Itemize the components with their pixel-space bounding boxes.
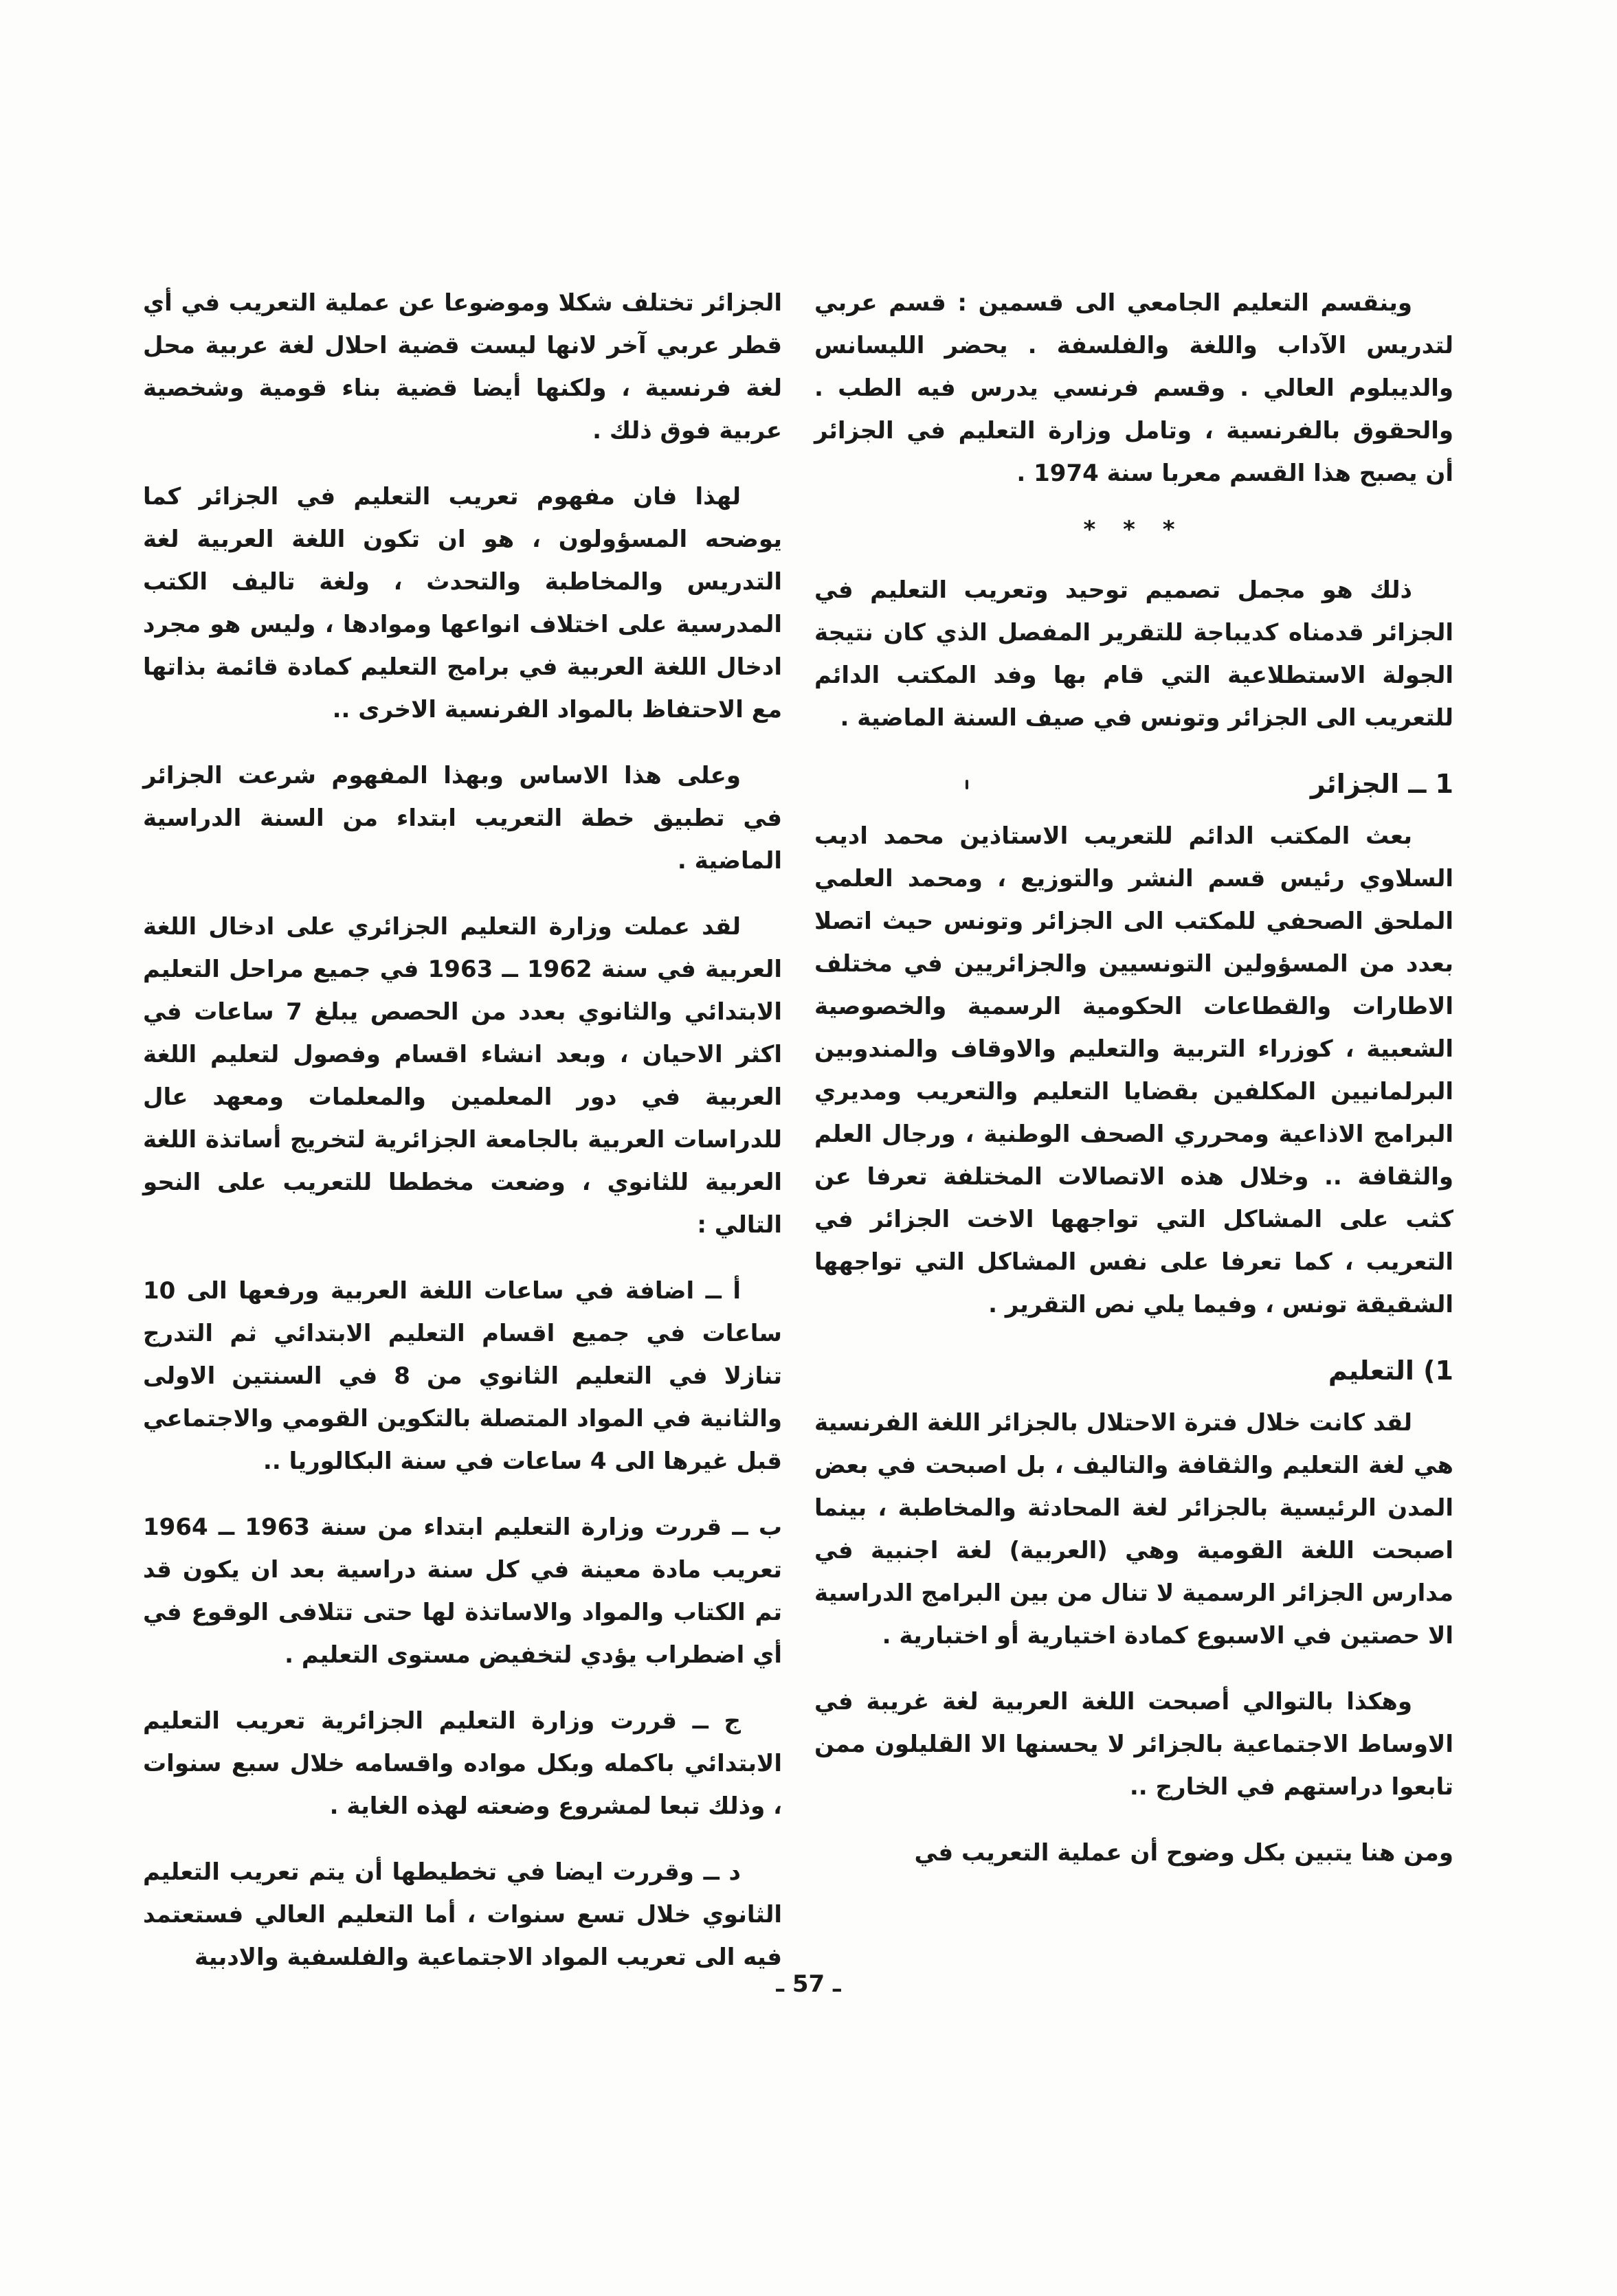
summary-paragraph: ذلك هو مجمل تصميم توحيد وتعريب التعليم في الجزائر قدمناه كديباجة للتقرير المفصل الذي كان نتيجة الجولة الاستطلاعية التي قام بها وفد المكتب الدائم للتعريب الى الجزائر وتونس في صيف السنة الماضية . bbox=[814, 576, 1453, 732]
intro-paragraph: وينقسم التعليم الجامعي الى قسمين : قسم عربي لتدريس الآداب واللغة والفلسفة . يحضر الليسانس والديبلوم العالي . وقسم فرنسي يدرس فيه الطب . والحقوق بالفرنسية ، وتامل وزارة التعليم في الجزائر أن يصبح هذا القسم معربا سنة 1974 . bbox=[814, 289, 1453, 487]
section-separator: * * * bbox=[1083, 516, 1185, 543]
page-number: ـ 57 ـ bbox=[776, 1970, 841, 1998]
plan-item-b: ب ــ قررت وزارة التعليم ابتداء من سنة 1963 ــ 1964 تعريب مادة معينة في كل سنة دراسية بعد ان يكون قد تم الكتاب والمواد والاساتذة لها حتى تتلافى الوقوع في أي اضطراب يؤدي لتخفيض مستوى التعليم . bbox=[143, 1513, 782, 1669]
consequence-paragraph: وهكذا بالتوالي أصبحت اللغة العربية لغة غريبة في الاوساط الاجتماعية بالجزائر لا يحسنها الا القليلون ممن تابعوا دراستهم في الخارج .. bbox=[814, 1688, 1453, 1801]
heading-algeria: 1 ــ الجزائر bbox=[1310, 769, 1453, 799]
plan-item-c: ج ــ قررت وزارة التعليم الجزائرية تعريب التعليم الابتدائي باكمله وبكل مواده واقسامه خلال سبع سنوات ، وذلك تبعا لمشروع وضعته لهذه الغاية . bbox=[143, 1707, 782, 1820]
basis-paragraph: وعلى هذا الاساس وبهذا المفهوم شرعت الجزائر في تطبيق خطة التعريب ابتداء من السنة الدراسية الماضية . bbox=[143, 762, 782, 875]
scan-speck bbox=[966, 780, 968, 789]
occupation-paragraph: لقد كانت خلال فترة الاحتلال بالجزائر اللغة الفرنسية هي لغة التعليم والثقافة والتاليف ، بل اصبحت في بعض المدن الرئيسية بالجزائر لغة المحادثة والمخاطبة ، بينما اصبحت اللغة القومية وهي (العربية) لغة اجنبية في مدارس الجزائر الرسمية لا تنال من بين البرامج الدراسية الا حصتين في الاسبوع كمادة اختيارية أو اختبارية . bbox=[814, 1409, 1453, 1650]
heading-education: 1) التعليم bbox=[1328, 1355, 1453, 1386]
continuation-paragraph: الجزائر تختلف شكلا وموضوعا عن عملية التعريب في أي قطر عربي آخر لانها ليست قضية احلال لغة عربية محل لغة فرنسية ، ولكنها أيضا قضية بناء قومية وشخصية عربية فوق ذلك . bbox=[143, 289, 782, 444]
right-column bbox=[814, 282, 1453, 1898]
plan-item-d: د ــ وقررت ايضا في تخطيطها أن يتم تعريب التعليم الثانوي خلال تسع سنوات ، أما التعليم العالي فستعتمد فيه الى تعريب المواد الاجتماعية والفلسفية والادبية bbox=[143, 1858, 782, 1971]
left-column bbox=[143, 282, 782, 2002]
concept-paragraph: لهذا فان مفهوم تعريب التعليم في الجزائر كما يوضحه المسؤولون ، هو ان تكون اللغة العربية لغة التدريس والمخاطبة والتحدث ، ولغة تاليف الكتب المدرسية على اختلاف انواعها وموادها ، وليس هو مجرد ادخال اللغة العربية في برامج التعليم كمادة قائمة بذاتها مع الاحتفاظ بالمواد الفرنسية الاخرى .. bbox=[143, 483, 782, 723]
ministry-paragraph: لقد عملت وزارة التعليم الجزائري على ادخال اللغة العربية في سنة 1962 ــ 1963 في جميع مراحل التعليم الابتدائي والثانوي بعدد من الحصص يبلغ 7 ساعات في اكثر الاحيان ، وبعد انشاء اقسام وفصول لتعليم اللغة العربية في دور المعلمين والمعلمات ومعهد عال للدراسات العربية بالجامعة الجزائرية لتخريج أساتذة اللغة العربية للثانوي ، وضعت مخططا للتعريب على النحو التالي : bbox=[143, 913, 782, 1239]
clarity-paragraph: ومن هنا يتبين بكل وضوح أن عملية التعريب في bbox=[914, 1839, 1453, 1867]
mission-paragraph: بعث المكتب الدائم للتعريب الاستاذين محمد اديب السلاوي رئيس قسم النشر والتوزيع ، ومحمد العلمي الملحق الصحفي للمكتب الى الجزائر وتونس حيث اتصلا بعدد من المسؤولين التونسيين والجزائريين في مختلف الاطارات والقطاعات الحكومية الرسمية والخصوصية الشعبية ، كوزراء التربية والتعليم والاوقاف والمندوبين البرلمانيين المكلفين بقضايا التعليم والتعريب ومديري البرامج الاذاعية ومحرري الصحف الوطنية ، ورجال العلم والثقافة .. وخلال هذه الاتصالات المختلفة تعرفا عن كثب على المشاكل التي تواجهها الاخت الجزائر في التعريب ، كما تعرفا على نفس المشاكل التي تواجهها الشقيقة تونس ، وفيما يلي نص التقرير . bbox=[814, 822, 1453, 1318]
plan-item-a: أ ــ اضافة في ساعات اللغة العربية ورفعها الى 10 ساعات في جميع اقسام التعليم الابتدائي ثم التدرج تنازلا في التعليم الثانوي من 8 في السنتين الاولى والثانية في المواد المتصلة بالتكوين القومي والاجتماعي قبل غيرها الى 4 ساعات في سنة البكالوريا .. bbox=[143, 1277, 782, 1475]
